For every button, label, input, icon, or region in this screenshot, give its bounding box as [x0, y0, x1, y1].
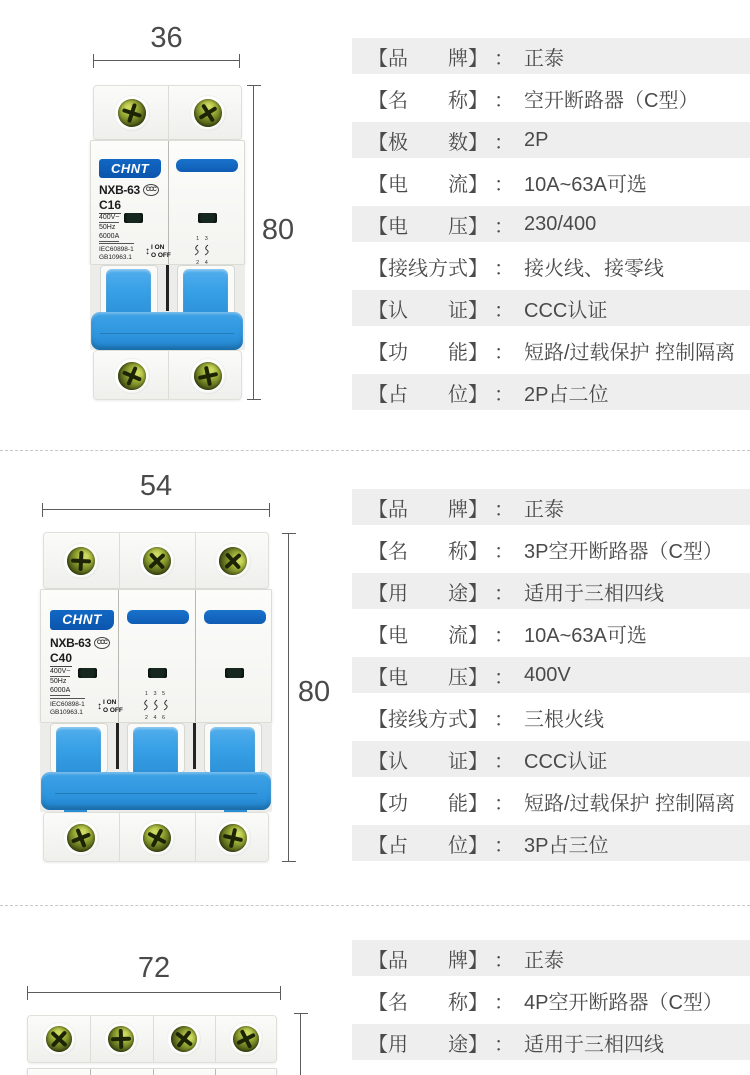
width-dimension-line-4p — [27, 992, 281, 993]
spec-label: 电流 — [388, 624, 468, 647]
spec-label: 品牌 — [388, 498, 468, 521]
rating-text: C16 — [99, 198, 122, 212]
spec-label: 名称 — [388, 991, 468, 1014]
spec-label-bracket: 】 — [468, 949, 488, 972]
spec-label-bracket: 【 — [368, 89, 388, 112]
spec-row — [352, 290, 750, 326]
spec-value: 正泰 — [524, 47, 564, 70]
section-divider — [0, 450, 750, 451]
spec-colon: ： — [494, 991, 514, 1014]
spec-label: 用途 — [388, 1033, 468, 1056]
width-dimension-label-3p: 54 — [139, 470, 173, 502]
spec-label-bracket: 】 — [468, 47, 488, 70]
spec-label-bracket: 】 — [468, 1033, 488, 1056]
width-dimension-line-3p — [42, 509, 270, 510]
terminal-screw-icon — [61, 818, 100, 857]
spec-label-bracket: 】 — [468, 498, 488, 521]
spec-label-bracket: 】 — [468, 991, 488, 1014]
terminal-screw-icon — [188, 93, 227, 132]
spec-label: 占位 — [388, 383, 468, 406]
width-dimension-label-2p: 36 — [150, 22, 183, 54]
spec-value: 10A~63A可选 — [524, 624, 647, 647]
spec-label-bracket: 】 — [468, 89, 488, 112]
terminal-block-top — [27, 1015, 277, 1063]
spec-row — [352, 940, 750, 976]
wiring-diagram-icon: 1 3 2 4 — [189, 237, 217, 266]
spec-label-bracket: 【 — [368, 708, 388, 731]
spec-colon: ： — [494, 792, 514, 815]
spec-row — [352, 80, 750, 116]
spec-value: 4P空开断路器（C型） — [524, 991, 723, 1014]
blue-stripe — [204, 610, 266, 624]
terminal-screw-icon — [167, 1022, 200, 1055]
breaker-image-2p — [90, 85, 245, 400]
spec-row — [352, 206, 750, 242]
spec-row — [352, 825, 750, 861]
spec-label-bracket: 【 — [368, 792, 388, 815]
spec-row — [352, 1024, 750, 1060]
chint-logo: CHNT — [50, 610, 114, 630]
rating-text: C40 — [50, 651, 73, 665]
spec-table-2p — [352, 38, 750, 416]
width-dimension-label-4p: 72 — [137, 952, 171, 984]
height-dimension-label-3p: 80 — [297, 676, 331, 708]
spec-table-4p — [352, 940, 750, 1066]
toggle-lever — [183, 269, 228, 318]
terminal-block-bottom — [43, 812, 269, 862]
spec-colon: ： — [494, 708, 514, 731]
breaker-image-4p — [27, 1015, 277, 1075]
spec-label-bracket: 【 — [368, 131, 388, 154]
spec-label-bracket: 【 — [368, 257, 388, 280]
updown-arrow-icon: ↕ — [97, 700, 102, 712]
terminal-screw-icon — [104, 1022, 137, 1055]
spec-label-bracket: 】 — [468, 792, 488, 815]
spec-value: 正泰 — [524, 949, 564, 972]
spec-label-bracket: 【 — [368, 666, 388, 689]
spec-colon: ： — [494, 89, 514, 112]
terminal-screw-icon — [141, 822, 173, 854]
spec-label: 名称 — [388, 89, 468, 112]
spec-colon: ： — [494, 750, 514, 773]
breaker-squiggle-icon — [140, 699, 172, 711]
spec-row — [352, 615, 750, 651]
spec-value: 三根火线 — [524, 708, 604, 731]
spec-colon: ： — [494, 949, 514, 972]
spec-row — [352, 982, 750, 1018]
spec-label-bracket: 】 — [468, 383, 488, 406]
spec-label-bracket: 【 — [368, 215, 388, 238]
on-off-marking: ↕ I ON O OFF — [97, 699, 123, 714]
terminal-screw-icon — [42, 1022, 77, 1057]
spec-colon: ： — [494, 540, 514, 563]
spec-value: 400V — [524, 663, 571, 686]
spec-value: 正泰 — [524, 498, 564, 521]
spec-value: CCC认证 — [524, 299, 608, 322]
spec-label-bracket: 【 — [368, 299, 388, 322]
spec-label: 极数 — [388, 131, 468, 154]
spec-colon: ： — [494, 341, 514, 364]
spec-value: 2P — [524, 128, 549, 151]
breaker-image-3p — [40, 532, 272, 862]
spec-value: 10A~63A可选 — [524, 173, 647, 196]
spec-label: 用途 — [388, 582, 468, 605]
spec-label: 功能 — [388, 341, 468, 364]
spec-row — [352, 531, 750, 567]
height-dimension-line-3p — [288, 533, 289, 862]
height-dimension-line-2p — [253, 85, 254, 400]
spec-label-bracket: 【 — [368, 582, 388, 605]
section-divider — [0, 905, 750, 906]
spec-label-bracket: 】 — [468, 624, 488, 647]
toggle-handle-bar — [91, 312, 243, 350]
toggle-lever — [56, 727, 101, 776]
toggle-area — [90, 265, 245, 350]
toggle-area — [40, 723, 272, 812]
blue-stripe — [176, 159, 238, 172]
spec-row — [352, 374, 750, 410]
spec-label-bracket: 【 — [368, 540, 388, 563]
spec-label-bracket: 】 — [468, 582, 488, 605]
height-dimension-label-2p: 80 — [261, 214, 295, 246]
spec-label: 品牌 — [388, 949, 468, 972]
terminal-block-top — [43, 532, 269, 589]
spec-label: 接线方式 — [388, 257, 468, 280]
spec-label-bracket: 【 — [368, 750, 388, 773]
spec-table-3p — [352, 489, 750, 867]
breaker-face — [90, 140, 245, 265]
spec-colon: ： — [494, 215, 514, 238]
voltage-text: 400V~ — [50, 668, 71, 675]
spec-label-bracket: 】 — [468, 540, 488, 563]
terminal-block-top — [93, 85, 242, 140]
chint-logo: CHNT — [99, 159, 161, 178]
spec-label-bracket: 】 — [468, 257, 488, 280]
spec-colon: ： — [494, 173, 514, 196]
breaking-capacity-text: 6000A — [50, 687, 71, 694]
terminal-screw-icon — [64, 544, 98, 578]
spec-label-bracket: 】 — [468, 131, 488, 154]
spec-value: 短路/过载保护 控制隔离 — [524, 341, 736, 364]
spec-label: 认证 — [388, 750, 468, 773]
terminal-block-bottom — [93, 350, 242, 400]
spec-label: 名称 — [388, 540, 468, 563]
spec-colon: ： — [494, 834, 514, 857]
terminal-screw-icon — [189, 357, 227, 395]
spec-label-bracket: 【 — [368, 47, 388, 70]
terminal-screw-icon — [117, 361, 147, 391]
indicator-window — [225, 668, 244, 678]
terminal-screw-icon — [118, 99, 146, 127]
spec-label-bracket: 】 — [468, 299, 488, 322]
spec-label: 电压 — [388, 666, 468, 689]
spec-label: 占位 — [388, 834, 468, 857]
spec-label: 接线方式 — [388, 708, 468, 731]
breaker-face — [27, 1068, 277, 1075]
spec-label-bracket: 】 — [468, 834, 488, 857]
terminal-screw-icon — [138, 542, 176, 580]
terminal-screw-icon — [218, 823, 248, 853]
spec-row — [352, 164, 750, 200]
spec-label-bracket: 【 — [368, 498, 388, 521]
ccc-mark-icon: CCC — [143, 184, 159, 196]
model-text: NXB-63 — [50, 636, 91, 650]
wiring-diagram-icon: 1 3 5 2 4 6 — [136, 692, 176, 721]
spec-row — [352, 122, 750, 158]
indicator-window — [198, 213, 217, 223]
toggle-lever — [210, 727, 255, 776]
height-dimension-line-4p — [300, 1013, 301, 1075]
updown-arrow-icon: ↕ — [145, 245, 150, 257]
toggle-handle-bar — [41, 772, 271, 810]
indicator-window — [124, 213, 143, 223]
spec-colon: ： — [494, 666, 514, 689]
blue-stripe — [127, 610, 189, 624]
spec-colon: ： — [494, 582, 514, 605]
on-off-marking: ↕ I ON O OFF — [145, 244, 171, 259]
spec-label-bracket: 【 — [368, 834, 388, 857]
breaking-capacity-text: 6000A — [99, 233, 120, 240]
width-dimension-line-2p — [93, 60, 240, 61]
breaker-squiggle-icon — [191, 244, 215, 256]
terminal-screw-icon — [214, 542, 252, 580]
spec-value: 适用于三相四线 — [524, 582, 664, 605]
spec-colon: ： — [494, 47, 514, 70]
spec-label: 电流 — [388, 173, 468, 196]
spec-row — [352, 741, 750, 777]
ccc-mark-icon: CCC — [94, 637, 110, 649]
spec-row — [352, 657, 750, 693]
spec-row — [352, 489, 750, 525]
spec-label: 认证 — [388, 299, 468, 322]
spec-label-bracket: 】 — [468, 215, 488, 238]
toggle-lever — [106, 269, 151, 318]
spec-row — [352, 573, 750, 609]
spec-value: 短路/过载保护 控制隔离 — [524, 792, 736, 815]
spec-colon: ： — [494, 498, 514, 521]
spec-label-bracket: 】 — [468, 666, 488, 689]
spec-label-bracket: 【 — [368, 383, 388, 406]
spec-colon: ： — [494, 624, 514, 647]
spec-label-bracket: 】 — [468, 708, 488, 731]
spec-label-bracket: 【 — [368, 1033, 388, 1056]
spec-value: 2P占二位 — [524, 383, 609, 406]
spec-row — [352, 699, 750, 735]
frequency-text: 50Hz — [99, 224, 116, 231]
spec-label-bracket: 【 — [368, 173, 388, 196]
spec-row — [352, 248, 750, 284]
spec-value: 230/400 — [524, 212, 597, 235]
spec-label-bracket: 【 — [368, 991, 388, 1014]
spec-value: 空开断路器（C型） — [524, 89, 699, 112]
spec-label: 品牌 — [388, 47, 468, 70]
spec-row — [352, 783, 750, 819]
spec-label-bracket: 】 — [468, 750, 488, 773]
standards-text: IEC60898-1 GB10963.1 — [99, 243, 134, 262]
spec-value: 接火线、接零线 — [524, 257, 664, 280]
toggle-lever — [133, 727, 178, 776]
breaker-face — [40, 589, 272, 723]
spec-colon: ： — [494, 131, 514, 154]
spec-value: CCC认证 — [524, 750, 608, 773]
voltage-text: 400V~ — [99, 214, 120, 221]
spec-value: 适用于三相四线 — [524, 1033, 664, 1056]
spec-label: 功能 — [388, 792, 468, 815]
spec-label-bracket: 】 — [468, 173, 488, 196]
spec-label-bracket: 【 — [368, 341, 388, 364]
standards-text: IEC60898-1 GB10963.1 — [50, 698, 85, 717]
spec-value: 3P空开断路器（C型） — [524, 540, 723, 563]
terminal-screw-icon — [228, 1021, 265, 1058]
indicator-window — [148, 668, 167, 678]
spec-colon: ： — [494, 299, 514, 322]
spec-row — [352, 38, 750, 74]
spec-label-bracket: 】 — [468, 341, 488, 364]
frequency-text: 50Hz — [50, 678, 67, 685]
spec-row — [352, 332, 750, 368]
spec-colon: ： — [494, 383, 514, 406]
spec-label-bracket: 【 — [368, 949, 388, 972]
spec-label-bracket: 【 — [368, 624, 388, 647]
spec-label: 电压 — [388, 215, 468, 238]
spec-value: 3P占三位 — [524, 834, 609, 857]
model-text: NXB-63 — [99, 183, 140, 197]
spec-colon: ： — [494, 1033, 514, 1056]
spec-colon: ： — [494, 257, 514, 280]
indicator-window — [78, 668, 97, 678]
